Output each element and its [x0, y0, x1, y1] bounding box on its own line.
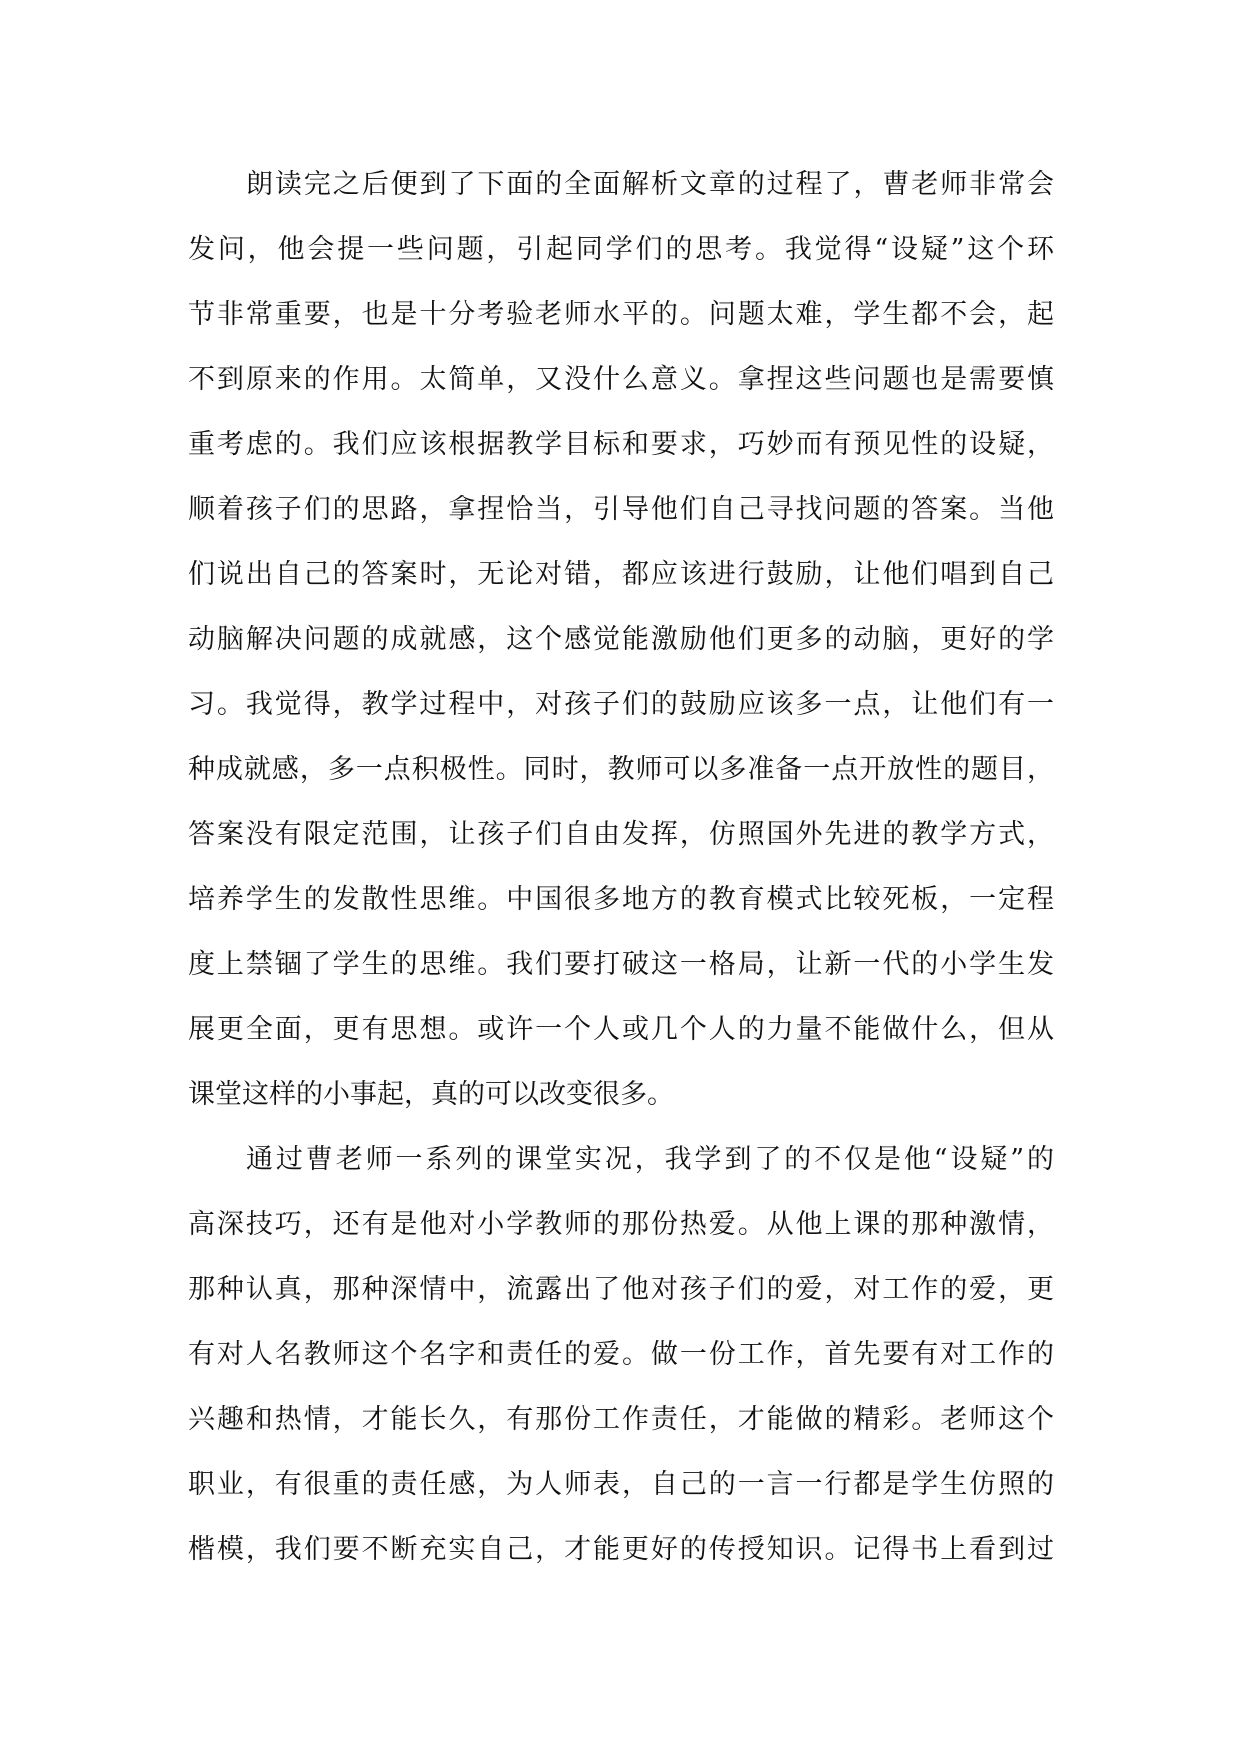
paragraph-1: [188, 152, 1054, 1127]
document-body: [188, 152, 1054, 1582]
text-line: 种成就感，多一点积极性。同时，教师可以多准备一点开放性的题目，: [188, 754, 1054, 785]
text-line: 职业，有很重的责任感，为人师表，自己的一言一行都是学生仿照的: [188, 1469, 1054, 1500]
text-line: 发问，他会提一些问题，引起同学们的思考。我觉得“设疑”这个环: [188, 234, 1054, 265]
text-line: 楷模，我们要不断充实自己，才能更好的传授知识。记得书上看到过: [188, 1534, 1054, 1565]
text-line: 那种认真，那种深情中，流露出了他对孩子们的爱，对工作的爱，更: [188, 1274, 1054, 1305]
text-line: 度上禁锢了学生的思维。我们要打破这一格局，让新一代的小学生发: [188, 949, 1054, 980]
text-line: 动脑解决问题的成就感，这个感觉能激励他们更多的动脑，更好的学: [188, 624, 1054, 655]
text-line: 们说出自己的答案时，无论对错，都应该进行鼓励，让他们唱到自己: [188, 559, 1054, 590]
text-line: 顺着孩子们的思路，拿捏恰当，引导他们自己寻找问题的答案。当他: [188, 494, 1054, 525]
text-line: 兴趣和热情，才能长久，有那份工作责任，才能做的精彩。老师这个: [188, 1404, 1054, 1435]
text-line: 有对人名教师这个名字和责任的爱。做一份工作，首先要有对工作的: [188, 1339, 1054, 1370]
text-line: 不到原来的作用。太简单，又没什么意义。拿捏这些问题也是需要慎: [188, 364, 1054, 395]
text-line: 节非常重要，也是十分考验老师水平的。问题太难，学生都不会，起: [188, 299, 1054, 330]
text-line: 高深技巧，还有是他对小学教师的那份热爱。从他上课的那种激情，: [188, 1209, 1054, 1240]
text-line: 习。我觉得，教学过程中，对孩子们的鼓励应该多一点，让他们有一: [188, 689, 1054, 720]
text-line: 展更全面，更有思想。或许一个人或几个人的力量不能做什么，但从: [188, 1014, 1054, 1045]
text-line: 重考虑的。我们应该根据教学目标和要求，巧妙而有预见性的设疑，: [188, 429, 1054, 460]
text-line: 朗读完之后便到了下面的全面解析文章的过程了，曹老师非常会: [246, 169, 1054, 200]
paragraph-2: [188, 1127, 1054, 1582]
text-line: 课堂这样的小事起，真的可以改变很多。: [188, 1079, 674, 1110]
text-line: 培养学生的发散性思维。中国很多地方的教育模式比较死板，一定程: [188, 884, 1054, 915]
text-line: 通过曹老师一系列的课堂实况，我学到了的不仅是他“设疑”的: [246, 1144, 1054, 1175]
text-line: 答案没有限定范围，让孩子们自由发挥，仿照国外先进的教学方式，: [188, 819, 1054, 850]
